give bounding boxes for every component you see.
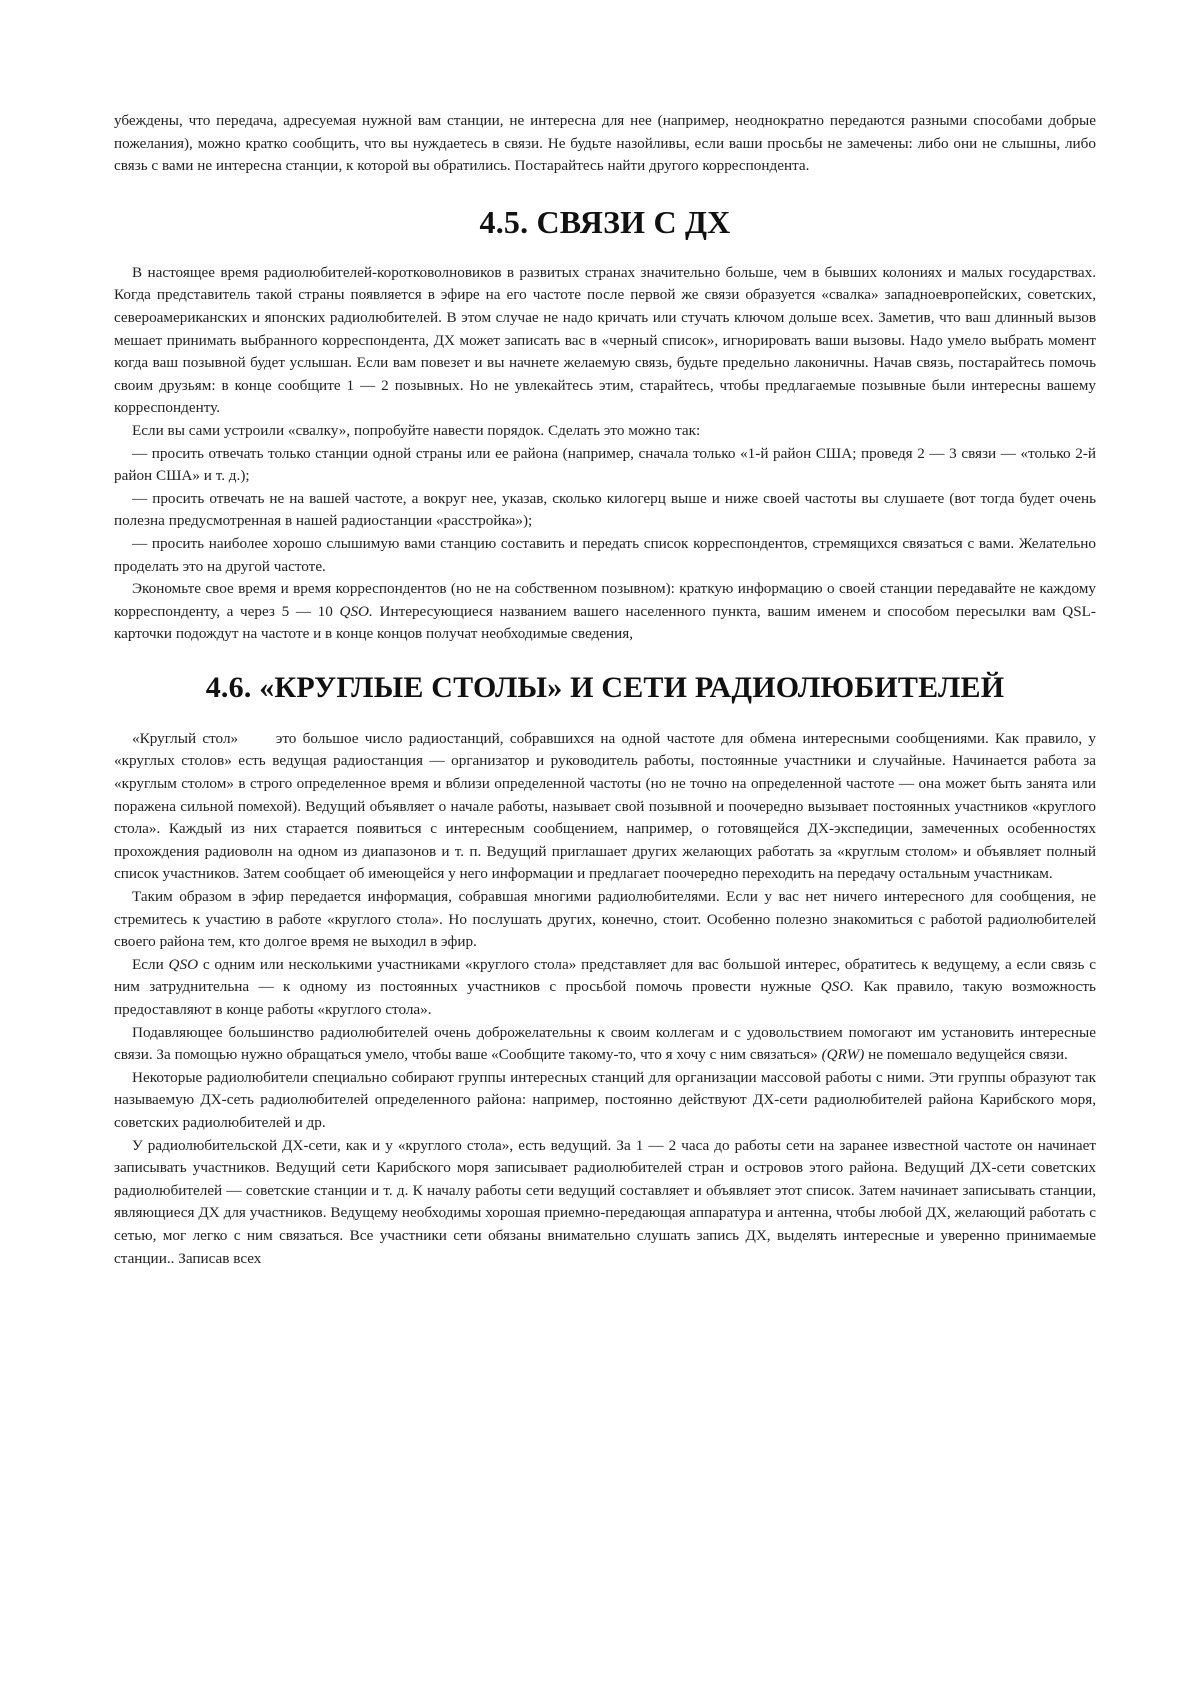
paragraph-qso-request xyxy=(114,954,1096,1022)
paragraph-dx-net-groups: Некоторые радиолюбители специально собирают группы интересных станций для организации массовой работы с ними. Эти группы образуют так называемую ДХ-сеть радиолюбителей определенного района: например, постоянно действуют ДХ-сети радиолюбителей района Карибского моря, советских радиолюбителей и др. xyxy=(114,1068,1096,1131)
list-item-one-country: — просить отвечать только станции одной страны или ее района (например, сначала только «1-й район США; проведя 2 — 3 связи — «только 2-й район США» и т. д.); xyxy=(114,444,1096,485)
qso-term: QSO. xyxy=(339,602,373,620)
section-heading-4-6: 4.6. «КРУГЛЫЕ СТОЛЫ» И СЕТИ РАДИОЛЮБИТЕЛЕЙ xyxy=(205,670,1005,704)
text-run: Экономьте свое время и время корреспондентов (но не на собственном позывном): краткую информацию о своей станции передавайте не каждому корреспонденту, а через 5 — 10 xyxy=(114,580,1096,620)
paragraph-pileup: Если вы сами устроили «свалку», попробуйте навести порядок. Сделать это можно так: xyxy=(132,421,701,439)
text-run: не помешало ведущейся связи. xyxy=(864,1046,1068,1064)
text-run: Интересующиеся названием вашего населенного пункта, вашим именем и способом пересылки вам QSL-карточки подождут на частоте и в конце концов получат необходимые сведения, xyxy=(114,602,1096,643)
paragraph-dx-net-leader: У радиолюбительской ДХ-сети, как и у «круглого стола», есть ведущий. За 1 — 2 часа до работы сети на заранее известной частоте он начинает записывать участников. Ведущий сети Карибского моря записывает радиолюбителей стран и островов этого района. Ведущий ДХ-сети советских радиолюбителей — советские станции и т. д. К началу работы сети ведущий составляет и объявляет этот список. Затем начинает записывать станции, являющиеся ДХ для участников. Ведущему необходимы хорошая приемно-передающая аппаратура и антенна, чтобы любой ДХ, желающий работать с сетью, мог легко с ним связаться. Все участники сети обязаны внимательно слушать запись ДХ, выделять интересные и уверенно принимаемые станции.. Записав всех xyxy=(114,1136,1096,1267)
qso-term: QSO xyxy=(168,955,199,973)
paragraph-round-table: «Круглый стол» это большое число радиостанций, собравшихся на одной частоте для обмена интересными сообщениями. Как правило, у «круглых столов» есть ведущая радиостанция — организатор и руководитель работы, постоянные участники и случайные. Начинается работа за «круглым столом» в строго определенное время и вблизи определенной частоты (но не точно на определенной частоте — она может быть занята или поражена сильной помехой). Ведущий объявляет о начале работы, называет свой позывной и поочередно вызывает постоянных участников «круглого стола». Каждый из них старается появиться с интересным сообщением, например, о готовящейся ДХ-экспедиции, замеченных особенностях прохождения радиоволн на одном из диапазонов и т. п. Ведущий приглашает других желающих работать за «круглым столом» и объявляет полный список участников. Затем сообщает об имеющейся у него информации и предлагает поочередно переходить на передачу остальным участникам. xyxy=(114,729,1100,883)
qrw-term: (QRW) xyxy=(821,1046,865,1064)
text-run: Если xyxy=(132,955,169,973)
list-item-correspondent-list: — просить наиболее хорошо слышимую вами станцию составить и передать список корреспондентов, стремящихся связаться с вами. Желательно проделать это на другой частоте. xyxy=(114,534,1096,575)
paragraph-information: Таким образом в эфир передается информация, собравшая многими радиолюбителями. Если у вас нет ничего интересного для сообщения, не стремитесь к участию в работе «круглого стола». Но послушать других, конечно, стоит. Особенно полезно знакомиться с работой радиолюбителей своего района тем, кто долгое время не выходил в эфир. xyxy=(114,888,1096,951)
document-page xyxy=(114,110,1100,1270)
qso-term: QSO. xyxy=(820,978,854,996)
section-heading-4-5: 4.5. СВЯЗИ С ДХ xyxy=(479,203,731,240)
text-run: с одним или несколькими участниками «круглого стола» представляет для вас большой интерес, обратитесь к ведущему, а если связь с ним затруднительна — к одному из постоянных участников с просьбой помочь провести нужные xyxy=(114,955,1096,996)
list-item-off-frequency: — просить отвечать не на вашей частоте, а вокруг нее, указав, сколько килогерц выше и ниже своей частоты вы слушаете (вот тогда будет очень полезна предусмотренная в нашей радиостанции «расстройка»); xyxy=(114,489,1096,530)
paragraph-goodwill xyxy=(114,1022,1096,1067)
paragraph-dx-intro: В настоящее время радиолюбителей-коротковолновиков в развитых странах значительно больше, чем в бывших колониях и малых государствах. Когда представитель такой страны появляется в эфире на его частоте после первой же связи образуется «свалка» западноевропейских, советских, североамериканских и японских радиолюбителей. В этом случае не надо кричать или стучать ключом дольше всех. Заметив, что ваш длинный вызов мешает принимать выбранного корреспондента, ДХ может записать вас в «черный список», игнорировать ваши вызовы. Надо умело выбрать момент когда ваш позывной будет услышан. Если вам повезет и вы начнете желаемую связь, будьте предельно лаконичны. Начав связь, постарайтесь помочь своим друзьям: в конце сообщите 1 — 2 позывных. Но не увлекайтесь этим, старайтесь, чтобы предлагаемые позывные были интересны вашему корреспонденту. xyxy=(114,263,1096,417)
paragraph-save-time xyxy=(114,578,1096,646)
intro-paragraph: убеждены, что передача, адресуемая нужной вам станции, не интересна для нее (например, неоднократно передаются разными способами добрые пожелания), можно кратко сообщить, что вы нуждаетесь в связи. Не будьте назойливы, если ваши просьбы не замечены: либо они не слышны, либо связь с вами не интересна станции, к которой вы обратились. Постарайтесь найти другого корреспондента. xyxy=(114,112,1096,175)
text-run: Как правило, такую возможность предоставляют в конце работы «круглого стола». xyxy=(114,978,1096,1018)
text-run: Подавляющее большинство радиолюбителей очень доброжелательны к своим коллегам и с удовольствием помогают им установить интересные связи. За помощью нужно обращаться умело, чтобы ваше «Сообщите такому-то, что я хочу с ним связаться» xyxy=(114,1023,1096,1064)
